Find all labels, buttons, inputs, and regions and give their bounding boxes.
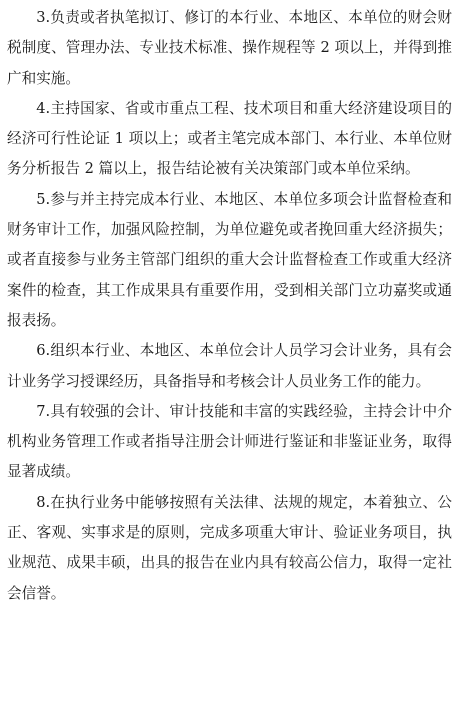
paragraph-item-4: 4.主持国家、省或市重点工程、技术项目和重大经济建设项目的经济可行性论证 1 项以上；或者主笔完成本部门、本行业、本单位财务分析报告 2 篇以上，报告结论被有关决策部门或本单位采纳。 xyxy=(7,99,452,178)
paragraph-item-7: 7.具有较强的会计、审计技能和丰富的实践经验，主持会计中介机构业务管理工作或者指导注册会计师进行鉴证和非鉴证业务，取得显著成绩。 xyxy=(7,402,452,481)
paragraph-item-3: 3.负责或者执笔拟订、修订的本行业、本地区、本单位的财会财税制度、管理办法、专业技术标准、操作规程等 2 项以上，并得到推广和实施。 xyxy=(7,9,452,87)
paragraph-item-8: 8.在执行业务中能够按照有关法律、法规的规定，本着独立、公正、客观、实事求是的原则，完成多项重大审计、验证业务项目，执业规范、成果丰硕，出具的报告在业内具有较高公信力，取得一定社会信誉。 xyxy=(7,493,452,602)
paragraph-item-6: 6.组织本行业、本地区、本单位会计人员学习会计业务，具有会计业务学习授课经历，具备指导和考核会计人员业务工作的能力。 xyxy=(7,342,452,390)
paragraph-item-5: 5.参与并主持完成本行业、本地区、本单位多项会计监督检查和财务审计工作，加强风险控制，为单位避免或者挽回重大经济损失；或者直接参与业务主管部门组织的重大会计监督检查工作或重大经济案件的检查，其工作成果具有重要作用，受到相关部门立功嘉奖或通报表扬。 xyxy=(7,190,452,329)
